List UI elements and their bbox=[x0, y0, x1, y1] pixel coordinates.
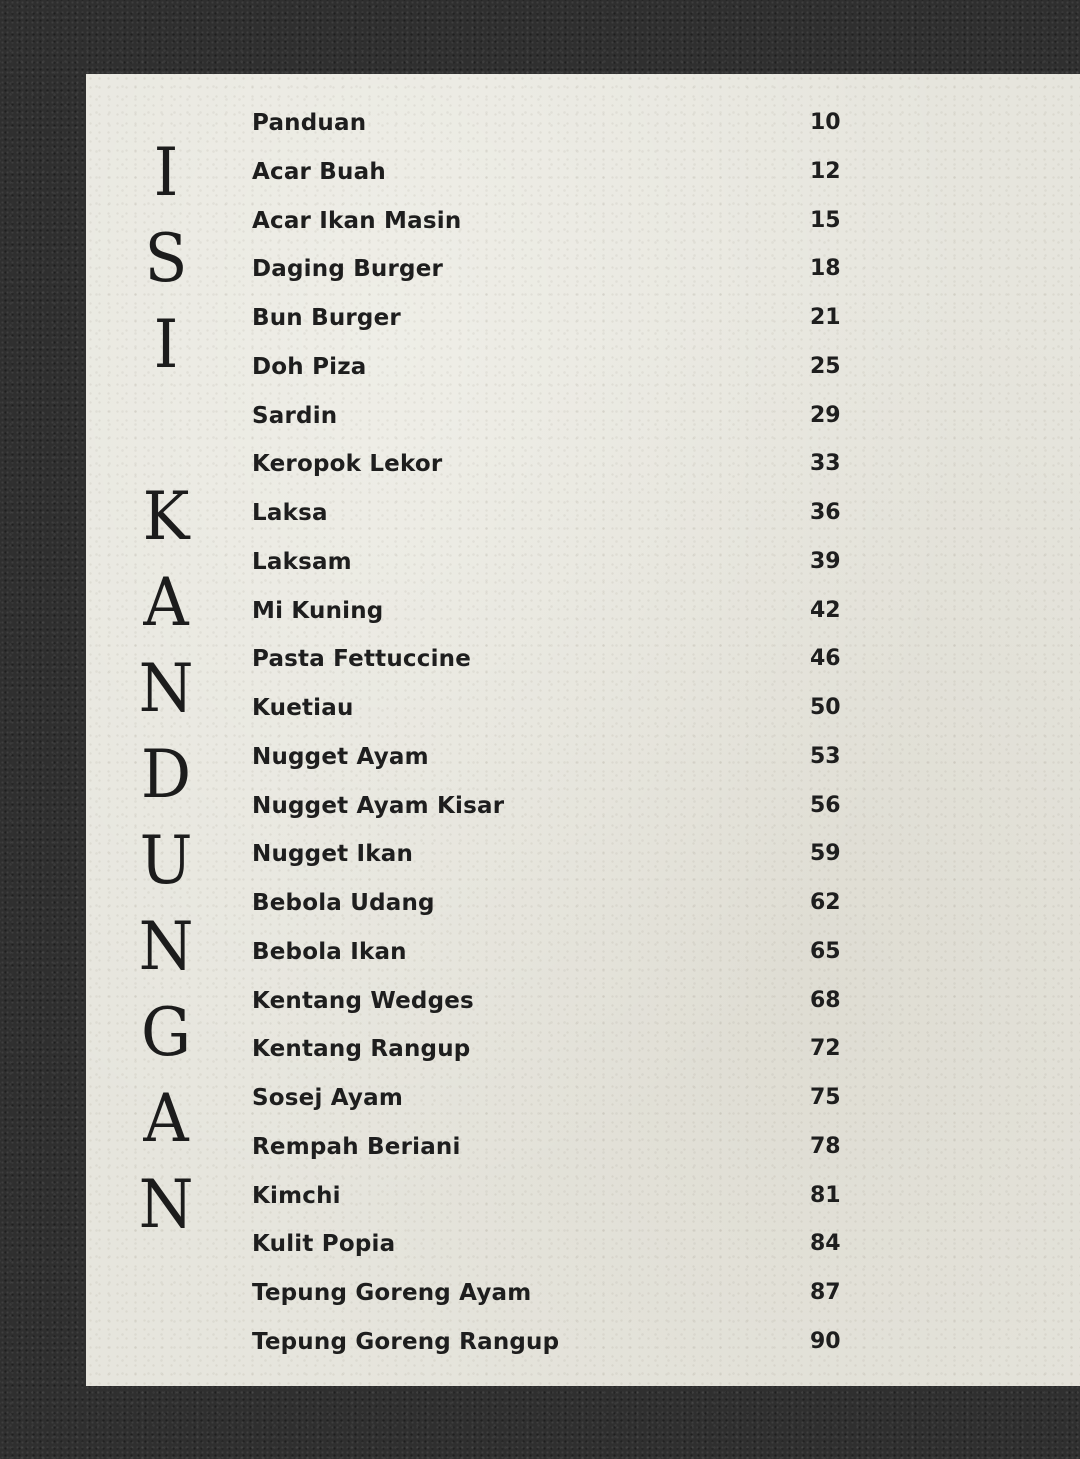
toc-entry[interactable] bbox=[252, 299, 852, 348]
table-of-contents bbox=[252, 104, 852, 1372]
toc-entry-title: Bebola Udang bbox=[252, 890, 435, 916]
toc-entry-page: 59 bbox=[810, 841, 841, 867]
toc-entry-page: 87 bbox=[810, 1280, 841, 1305]
toc-entry[interactable] bbox=[252, 348, 852, 397]
toc-entry-page: 18 bbox=[810, 256, 841, 282]
toc-entry-title: Rempah Beriani bbox=[252, 1133, 461, 1160]
toc-entry[interactable] bbox=[252, 787, 852, 836]
toc-entry[interactable] bbox=[252, 494, 852, 543]
toc-entry-title: Kimchi bbox=[252, 1182, 341, 1209]
toc-entry[interactable] bbox=[252, 445, 852, 494]
toc-entry[interactable] bbox=[252, 250, 852, 299]
toc-entry-title: Nugget Ikan bbox=[252, 841, 414, 868]
toc-entry[interactable] bbox=[252, 738, 852, 787]
toc-entry-page: 12 bbox=[810, 158, 841, 184]
toc-entry[interactable] bbox=[252, 104, 852, 153]
toc-entry-title: Laksa bbox=[252, 500, 328, 526]
toc-entry-title: Doh Piza bbox=[252, 353, 367, 380]
toc-entry-page: 78 bbox=[810, 1133, 841, 1159]
toc-entry-page: 84 bbox=[810, 1231, 841, 1257]
toc-entry-title: Keropok Lekor bbox=[252, 451, 443, 478]
toc-entry[interactable] bbox=[252, 1177, 852, 1226]
title-letter: N bbox=[138, 908, 194, 985]
toc-entry-page: 90 bbox=[810, 1328, 841, 1354]
toc-entry[interactable] bbox=[252, 1128, 852, 1177]
toc-entry[interactable] bbox=[252, 1030, 852, 1079]
toc-entry-page: 21 bbox=[810, 305, 841, 330]
toc-entry[interactable] bbox=[252, 933, 852, 982]
toc-entry-title: Mi Kuning bbox=[252, 597, 384, 624]
title-letter: S bbox=[144, 220, 188, 297]
toc-entry-title: Kentang Wedges bbox=[252, 987, 474, 1014]
toc-entry[interactable] bbox=[252, 640, 852, 689]
toc-entry-title: Bun Burger bbox=[252, 305, 401, 331]
toc-entry-title: Daging Burger bbox=[252, 256, 444, 283]
toc-entry-title: Sardin bbox=[252, 402, 338, 429]
title-letter: I bbox=[153, 134, 179, 211]
toc-entry-title: Pasta Fettuccine bbox=[252, 646, 472, 673]
toc-entry-title: Bebola Ikan bbox=[252, 938, 407, 965]
title-letter: I bbox=[153, 306, 179, 383]
toc-entry-page: 56 bbox=[810, 792, 841, 818]
toc-entry-title: Kentang Rangup bbox=[252, 1036, 471, 1063]
toc-entry-title: Tepung Goreng Ayam bbox=[252, 1280, 532, 1306]
toc-entry-page: 68 bbox=[810, 987, 841, 1013]
toc-entry-title: Panduan bbox=[252, 110, 367, 136]
title-letter: A bbox=[143, 564, 189, 641]
toc-entry[interactable] bbox=[252, 202, 852, 251]
toc-entry-page: 53 bbox=[810, 743, 841, 769]
toc-entry-title: Sosej Ayam bbox=[252, 1085, 404, 1111]
title-letter: N bbox=[138, 1166, 194, 1243]
toc-entry[interactable] bbox=[252, 543, 852, 592]
toc-entry-title: Laksam bbox=[252, 548, 352, 575]
toc-entry-title: Acar Buah bbox=[252, 158, 386, 185]
title-letter: U bbox=[139, 822, 193, 899]
toc-entry[interactable] bbox=[252, 689, 852, 738]
title-letter: N bbox=[138, 650, 194, 727]
toc-entry[interactable] bbox=[252, 592, 852, 641]
toc-entry-page: 10 bbox=[810, 110, 841, 135]
toc-entry-page: 75 bbox=[810, 1085, 841, 1110]
toc-entry-page: 15 bbox=[810, 207, 841, 233]
toc-entry[interactable] bbox=[252, 1225, 852, 1274]
toc-entry-page: 62 bbox=[810, 890, 841, 915]
toc-entry-title: Acar Ikan Masin bbox=[252, 207, 462, 234]
toc-entry-title: Kuetiau bbox=[252, 695, 354, 721]
toc-entry[interactable] bbox=[252, 1079, 852, 1128]
toc-entry[interactable] bbox=[252, 982, 852, 1031]
title-letter: G bbox=[140, 994, 192, 1071]
title-letter: D bbox=[140, 736, 192, 813]
toc-entry[interactable] bbox=[252, 884, 852, 933]
toc-entry-page: 29 bbox=[810, 402, 841, 428]
toc-entry-title: Nugget Ayam Kisar bbox=[252, 792, 505, 819]
toc-entry-page: 81 bbox=[810, 1182, 841, 1208]
title-letter: A bbox=[143, 1080, 189, 1157]
toc-entry-page: 46 bbox=[810, 646, 841, 672]
toc-entry-page: 50 bbox=[810, 695, 841, 720]
toc-entry[interactable] bbox=[252, 1323, 852, 1372]
toc-entry[interactable] bbox=[252, 1274, 852, 1323]
toc-entry-title: Kulit Popia bbox=[252, 1231, 396, 1258]
toc-entry-page: 42 bbox=[810, 597, 841, 623]
toc-entry-page: 36 bbox=[810, 500, 841, 525]
toc-entry-page: 72 bbox=[810, 1036, 841, 1062]
toc-entry-page: 39 bbox=[810, 548, 841, 574]
toc-entry-page: 25 bbox=[810, 353, 841, 379]
toc-entry-page: 33 bbox=[810, 451, 841, 477]
toc-entry-title: Nugget Ayam bbox=[252, 743, 429, 770]
toc-entry-page: 65 bbox=[810, 938, 841, 964]
toc-entry[interactable] bbox=[252, 835, 852, 884]
title-letter: K bbox=[142, 478, 190, 555]
toc-entry[interactable] bbox=[252, 397, 852, 446]
toc-entry[interactable] bbox=[252, 153, 852, 202]
toc-entry-title: Tepung Goreng Rangup bbox=[252, 1328, 560, 1355]
